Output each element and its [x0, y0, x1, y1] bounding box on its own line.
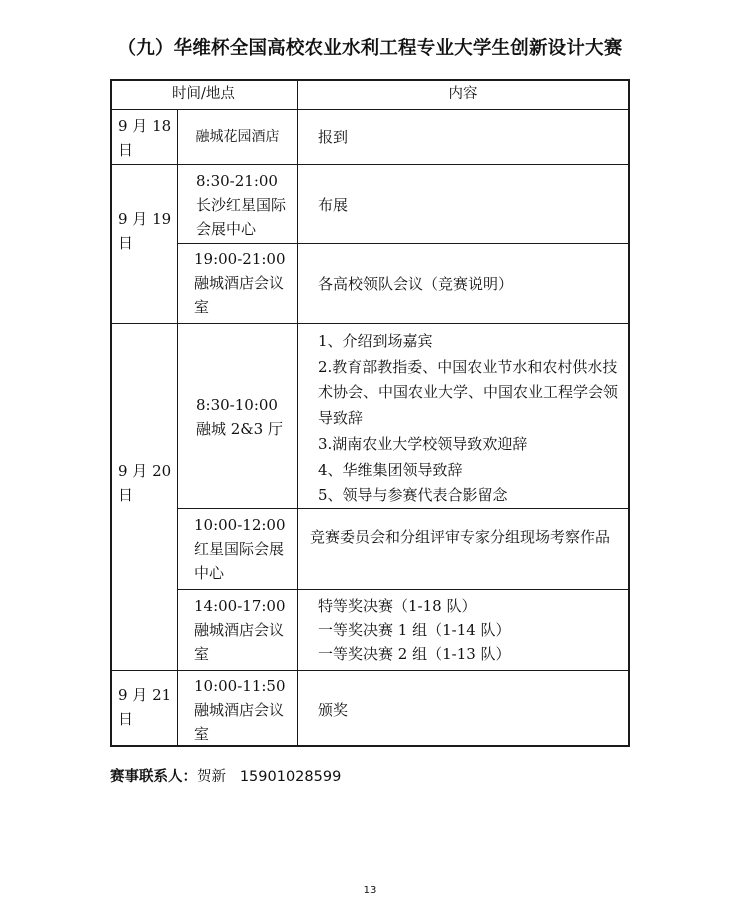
- contact-phone: 15901028599: [239, 769, 342, 785]
- header-time-place: 时间/地点: [172, 86, 235, 102]
- time-text: 19:00-21:00: [194, 250, 286, 268]
- time-place-cell: 融城花园酒店: [195, 129, 280, 145]
- time-text: 10:00-11:50: [194, 677, 286, 695]
- time-place-cell: [196, 393, 294, 441]
- content-cell: 报到: [318, 128, 349, 146]
- list-item: 3.湖南农业大学校领导致欢迎辞: [318, 434, 528, 453]
- time-place-cell: [196, 169, 292, 241]
- content-cell: 竞赛委员会和分组评审专家分组现场考察作品: [310, 528, 611, 546]
- date-cell: 9 月 18 日: [118, 117, 172, 159]
- list-item: 2.教育部教指委、中国农业节水和农村供水技术协会、中国农业大学、中国农业工程学会领导致辞: [318, 357, 619, 428]
- list-item: 1、介绍到场嘉宾: [318, 332, 433, 350]
- date-cell: 9 月 20 日: [118, 462, 172, 504]
- content-cell: [310, 329, 622, 509]
- contact-name: 贺新: [197, 769, 226, 785]
- place-text: 融城 2&3 厅: [196, 420, 283, 438]
- place-text: 长沙红星国际会展中心: [196, 196, 287, 238]
- list-item: 一等奖决赛 2 组（1-13 队）: [318, 645, 511, 663]
- time-place-cell: [194, 674, 294, 746]
- list-item: 4、华维集团领导致辞: [318, 460, 463, 479]
- time-text: 14:00-17:00: [194, 597, 286, 615]
- content-cell: [310, 594, 622, 666]
- time-text: 10:00-12:00: [194, 516, 286, 534]
- header-content: 内容: [448, 86, 478, 102]
- time-text: 8:30-21:00: [196, 172, 278, 190]
- place-text: 红星国际会展中心: [194, 540, 285, 582]
- contact-line: [110, 765, 341, 786]
- list-item: 5、领导与参赛代表合影留念: [318, 486, 508, 505]
- list-item: 特等奖决赛（1-18 队）: [318, 597, 477, 615]
- time-place-cell: [194, 594, 294, 666]
- time-place-cell: [194, 247, 294, 319]
- place-text: 融城酒店会议室: [194, 701, 285, 743]
- time-text: 8:30-10:00: [196, 396, 278, 414]
- contact-label: 赛事联系人：: [110, 769, 197, 785]
- page-number: 13: [363, 885, 377, 896]
- content-cell: 各高校领队会议（竞赛说明）: [318, 275, 514, 293]
- schedule-table: [110, 79, 630, 747]
- document-title: （九）华维杯全国高校农业水利工程专业大学生创新设计大赛: [117, 38, 623, 59]
- content-cell: 布展: [318, 196, 349, 214]
- content-cell: 颁奖: [318, 701, 349, 719]
- date-cell: 9 月 21 日: [118, 686, 172, 728]
- time-place-cell: [194, 513, 294, 585]
- list-item: 一等奖决赛 1 组（1-14 队）: [318, 621, 511, 639]
- place-text: 融城酒店会议室: [194, 621, 285, 663]
- place-text: 融城酒店会议室: [194, 274, 285, 316]
- date-cell: 9 月 19 日: [118, 210, 172, 252]
